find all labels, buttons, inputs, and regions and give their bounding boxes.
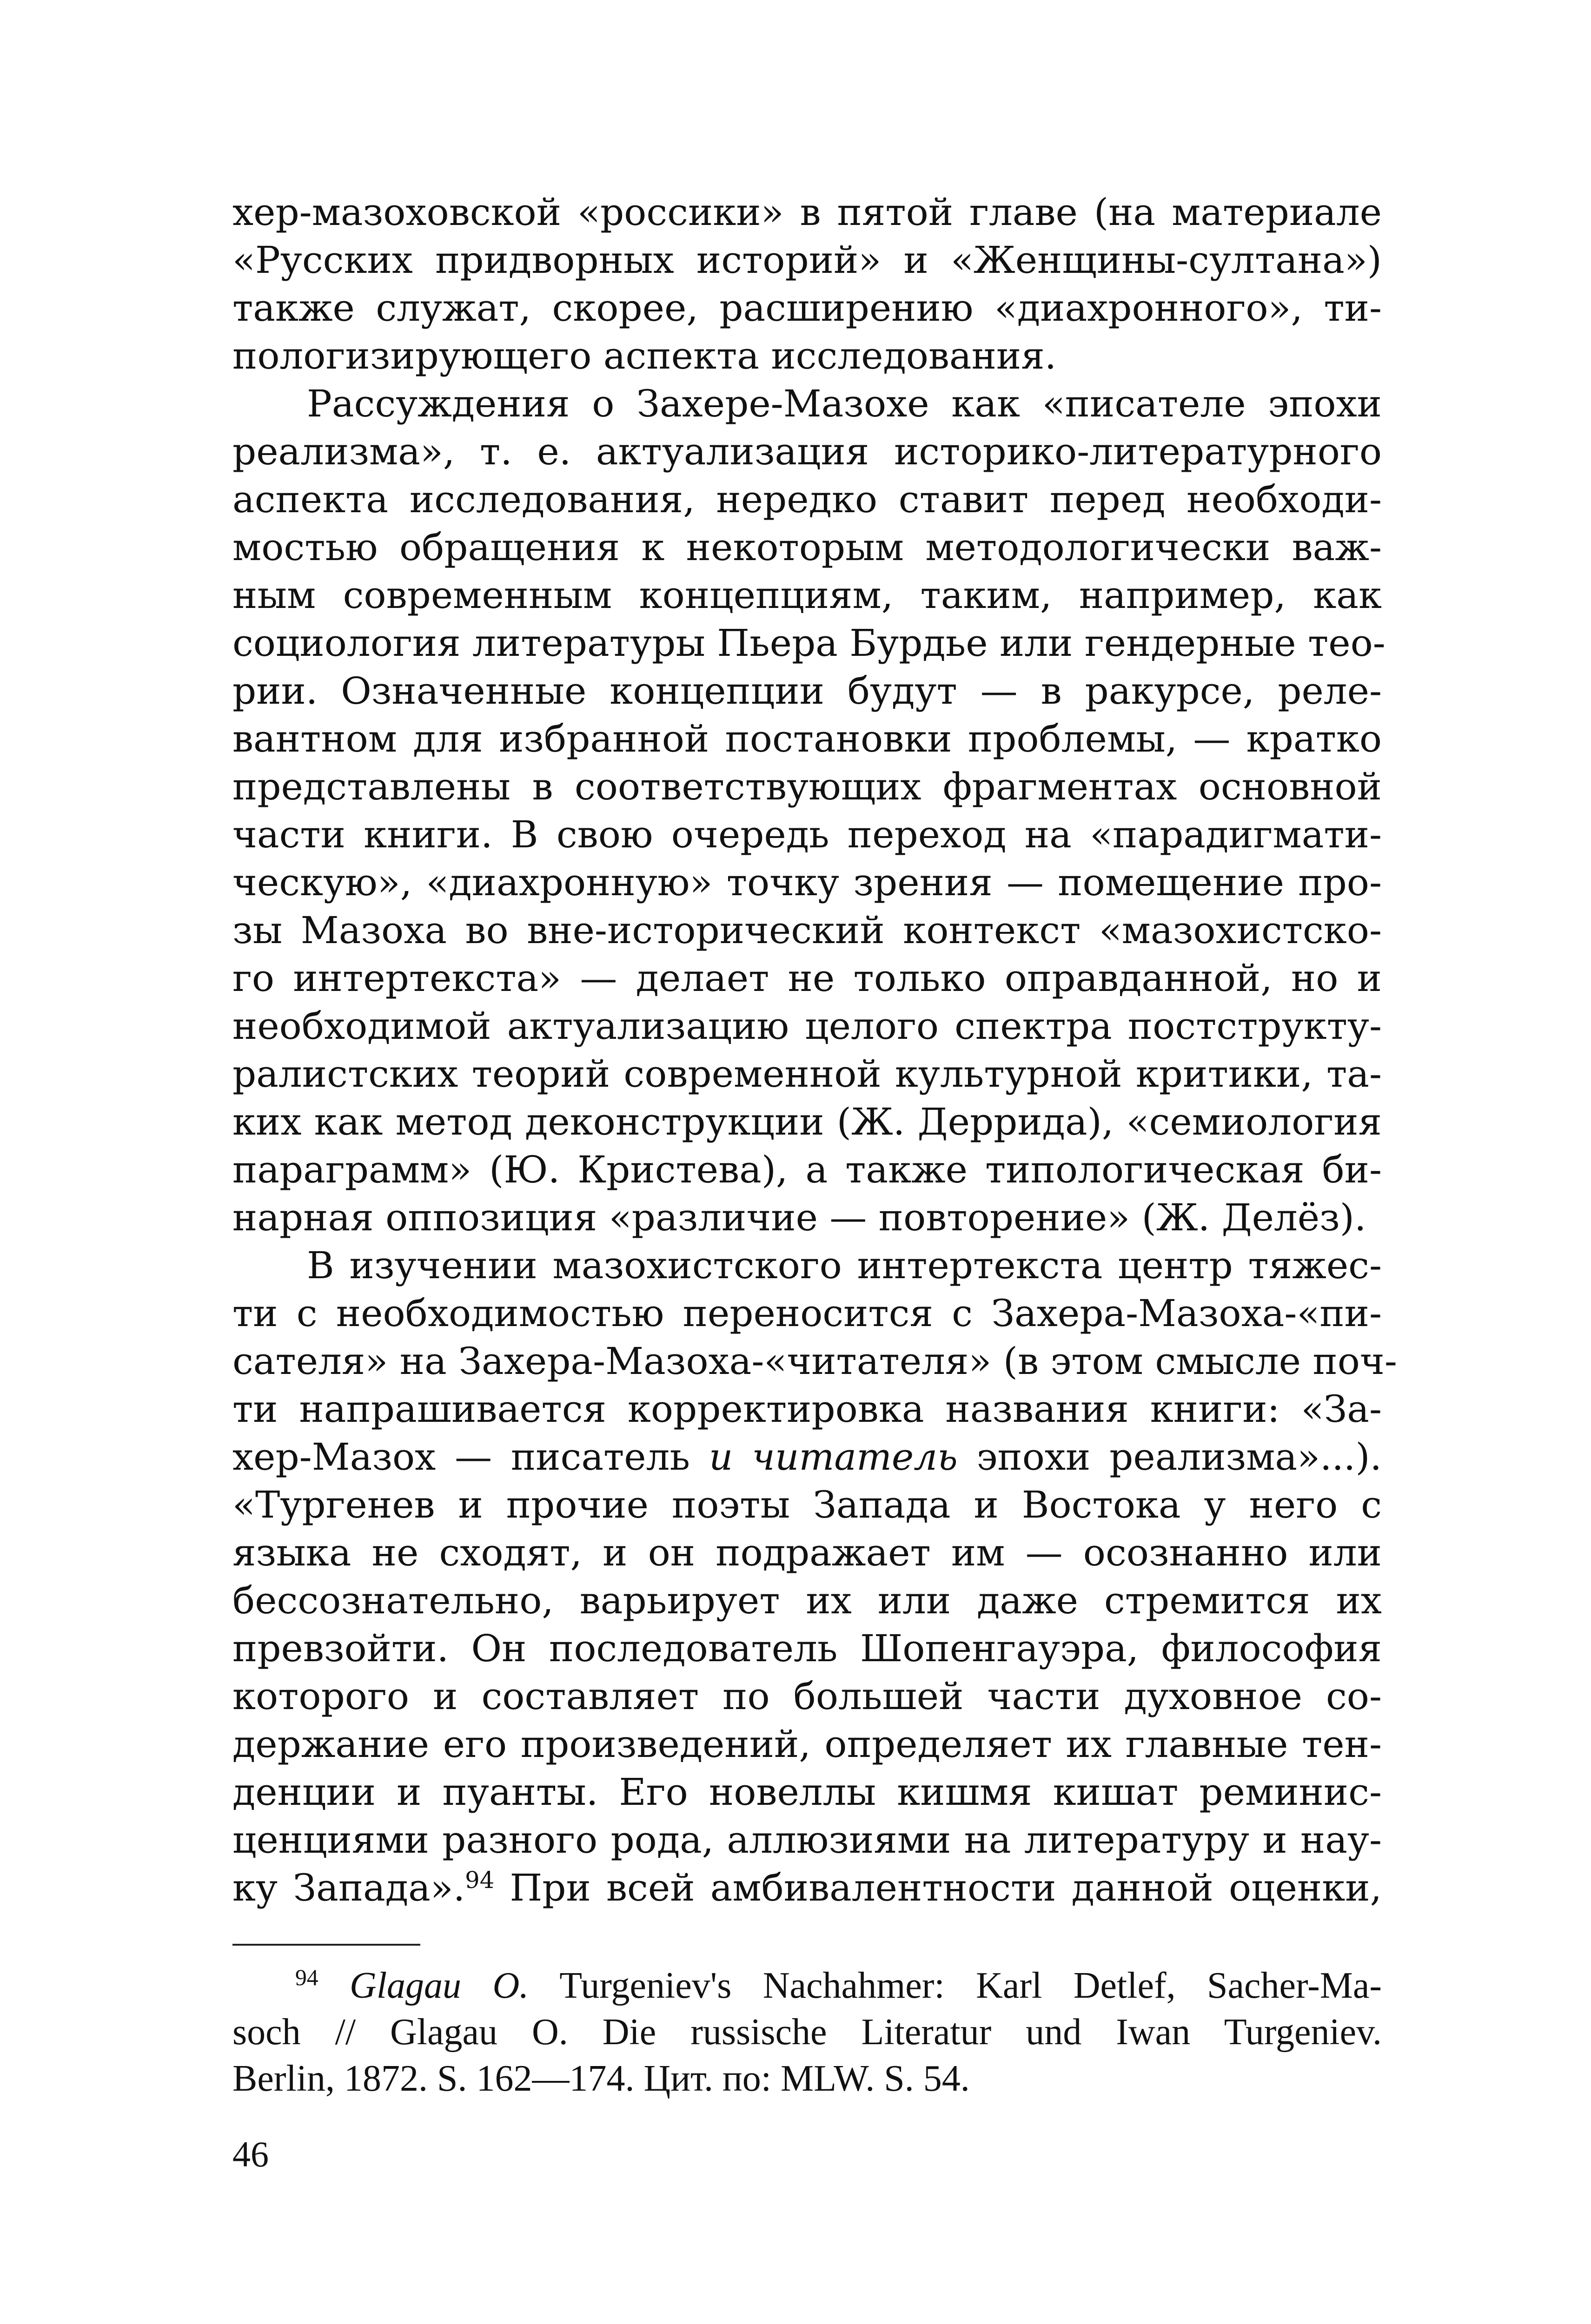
text-line: держание его произведений, определяет их главные тен-: [232, 1723, 1382, 1766]
footnote-text: Turgeniev's Nachahmer: Karl Detlef, Sacher-Ma-: [529, 1965, 1382, 2006]
text-line: ным современным концепциям, таким, например, как: [232, 574, 1382, 617]
text-line: части книги. В свою очередь переход на «парадигмати-: [232, 813, 1382, 856]
text-segment: хер-Мазох — писатель: [232, 1435, 709, 1479]
page-number: 46: [232, 2134, 269, 2174]
text-line: нарная оппозиция «различие — повторение» (Ж. Делёз).: [232, 1196, 1366, 1239]
main-text: [232, 188, 1397, 1912]
text-line: В изучении мазохистского интертекста центр тяжес-: [307, 1244, 1382, 1287]
text-line-with-footnote-ref: [232, 1864, 1382, 1912]
text-line: ралистских теорий современной культурной критики, та-: [232, 1052, 1382, 1096]
text-line: Рассуждения о Захере-Мазохе как «писателе эпохи: [307, 382, 1382, 425]
text-line: языка не сходят, и он подражает им — осознанно или: [232, 1531, 1382, 1574]
footnote-line: [232, 1962, 1382, 2009]
text-line: параграмм» (Ю. Кристева), а также типологическая би-: [232, 1148, 1382, 1191]
text-line: ценциями разного рода, аллюзиями на литературу и нау-: [232, 1818, 1382, 1862]
text-line: необходимой актуализацию целого спектра постструкту-: [232, 1004, 1382, 1048]
text-line: пологизирующего аспекта исследования.: [232, 334, 1057, 377]
text-line: денции и пуанты. Его новеллы кишмя кишат реминис-: [232, 1770, 1382, 1814]
text-line: «Русских придворных историй» и «Женщины-султана»): [232, 238, 1382, 282]
footnote-number: 94: [295, 1964, 318, 1990]
text-line: которого и составляет по большей части духовное со-: [232, 1675, 1382, 1718]
text-line: социология литературы Пьера Бурдье или гендерные тео-: [232, 621, 1385, 665]
footnote-line: soch // Glagau O. Die russische Literatur und Iwan Turgeniev.: [232, 2012, 1382, 2053]
text-line: превзойти. Он последователь Шопенгауэра, философия: [232, 1627, 1382, 1670]
text-line: ческую», «диахронную» точку зрения — помещение про-: [232, 861, 1382, 904]
text-line: зы Мазоха во вне-исторический контекст «мазохистско-: [232, 909, 1382, 952]
text-line: «Тургенев и прочие поэты Запада и Востока у него с: [232, 1483, 1382, 1526]
text-segment: При всей амбивалентности данной оценки,: [494, 1866, 1382, 1909]
text-line: сателя» на Захера-Мазоха-«читателя» (в этом смысле поч-: [232, 1340, 1397, 1383]
text-line: ти с необходимостью переносится с Захера-Мазоха-«пи-: [232, 1292, 1382, 1335]
text-line: мостью обращения к некоторым методологически важ-: [232, 526, 1382, 569]
text-line: ти напрашивается корректировка названия книги: «За-: [232, 1387, 1382, 1431]
footnote-reference[interactable]: 94: [465, 1866, 495, 1894]
footnote-author: Glagau O.: [350, 1965, 529, 2006]
text-line-with-italic: [232, 1433, 1382, 1481]
text-line: бессознательно, варьирует их или даже стремится их: [232, 1579, 1382, 1622]
text-line: рии. Означенные концепции будут — в ракурсе, реле-: [232, 669, 1382, 713]
italic-phrase: и читатель: [709, 1435, 958, 1479]
text-line: вантном для избранной постановки проблемы, — кратко: [232, 717, 1382, 760]
text-segment: эпохи реализма»...).: [957, 1435, 1382, 1479]
text-line: реализма», т. е. актуализация историко-литературного: [232, 430, 1382, 473]
text-line: ких как метод деконструкции (Ж. Деррида), «семиология: [232, 1100, 1382, 1143]
text-line: го интертекста» — делает не только оправданной, но и: [232, 957, 1382, 1000]
footnote: [232, 1962, 1382, 2102]
footnote-line: Berlin, 1872. S. 162—174. Цит. по: MLW. S. 54.: [232, 2058, 970, 2099]
text-line: также служат, скорее, расширению «диахронного», ти-: [232, 286, 1382, 330]
text-line: аспекта исследования, нередко ставит перед необходи-: [232, 478, 1382, 521]
text-line: хер-мазоховской «россики» в пятой главе (на материале: [232, 191, 1382, 234]
footnote-separator: [232, 1944, 420, 1946]
text-line: представлены в соответствующих фрагментах основной: [232, 765, 1382, 808]
text-segment: ку Запада».: [232, 1866, 465, 1909]
